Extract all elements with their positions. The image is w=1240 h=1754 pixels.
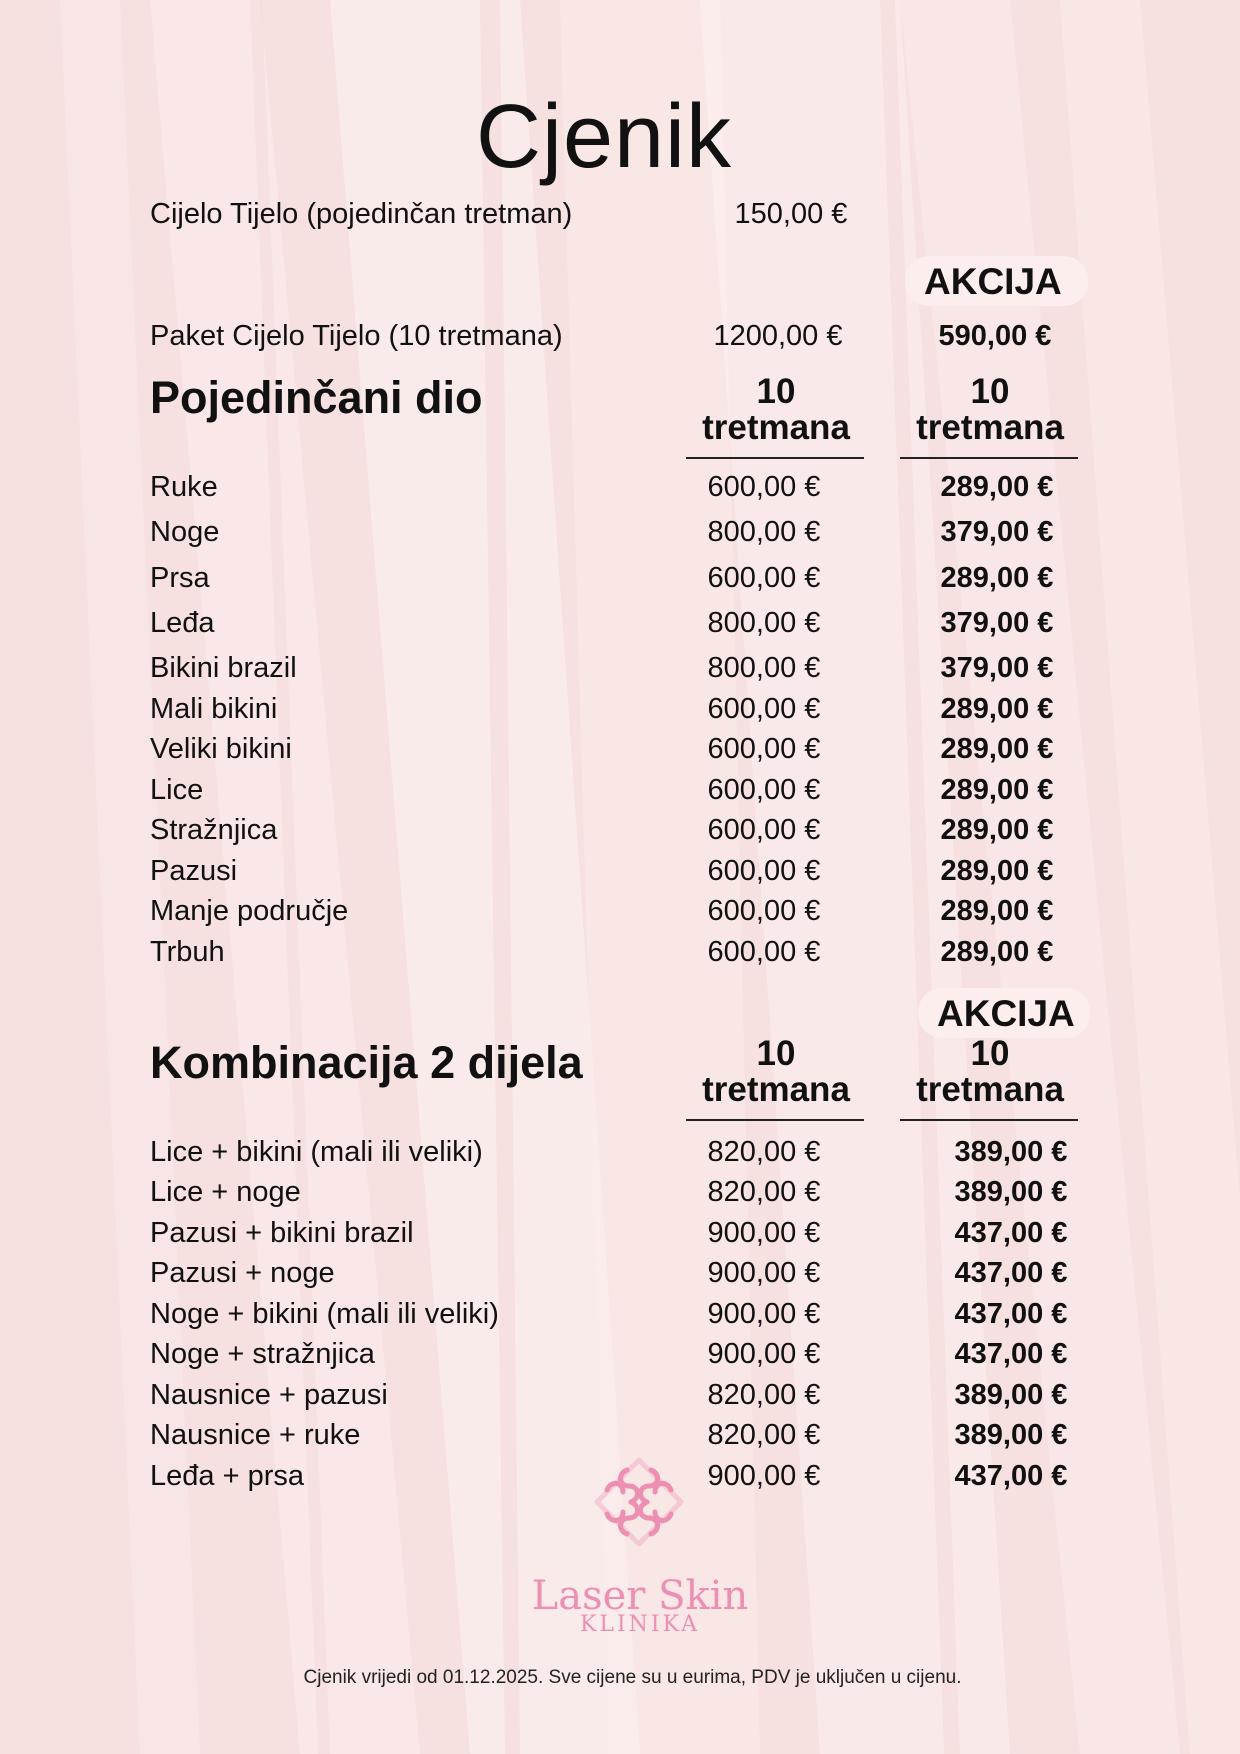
row-akcija-price: 437,00 € <box>954 1460 1068 1492</box>
row-price: 900,00 € <box>707 1298 821 1330</box>
row-label: Nausnice + ruke <box>150 1419 361 1451</box>
row-label: Lice <box>150 774 204 806</box>
package-full-body-price: 1200,00 € <box>713 320 843 352</box>
akcija-label: AKCIJA <box>937 993 1075 1034</box>
row-akcija-price: 379,00 € <box>940 607 1054 639</box>
row-label: Prsa <box>150 562 210 594</box>
row-price: 600,00 € <box>707 693 821 725</box>
column-header-akcija <box>900 1036 1080 1107</box>
row-akcija-price: 437,00 € <box>954 1257 1068 1289</box>
single-full-body-label: Cijelo Tijelo (pojedinčan tretman) <box>150 198 573 230</box>
column-underline <box>686 457 864 459</box>
column-header-word: tretmana <box>702 407 850 447</box>
section-title-combination: Kombinacija 2 dijela <box>150 1037 583 1088</box>
row-price: 820,00 € <box>707 1379 821 1411</box>
brand-subtitle: KLINIKA <box>579 1612 701 1637</box>
row-label: Manje područje <box>150 895 349 927</box>
column-header-count: 10 <box>756 1034 796 1073</box>
row-price: 900,00 € <box>707 1460 821 1492</box>
row-akcija-price: 289,00 € <box>940 562 1054 594</box>
row-label: Lice + noge <box>150 1176 301 1208</box>
row-akcija-price: 389,00 € <box>954 1379 1068 1411</box>
row-akcija-price: 437,00 € <box>954 1298 1068 1330</box>
row-price: 800,00 € <box>707 652 821 684</box>
row-label: Pazusi + bikini brazil <box>150 1217 414 1249</box>
row-price: 900,00 € <box>707 1257 821 1289</box>
row-label: Noge <box>150 516 220 548</box>
row-label: Pazusi <box>150 855 238 887</box>
row-akcija-price: 289,00 € <box>940 814 1054 846</box>
column-header-word: tretmana <box>702 1069 850 1109</box>
package-full-body-label: Paket Cijelo Tijelo (10 tretmana) <box>150 320 563 352</box>
row-akcija-price: 379,00 € <box>940 516 1054 548</box>
column-underline <box>900 457 1078 459</box>
row-price: 800,00 € <box>707 516 821 548</box>
row-akcija-price: 289,00 € <box>940 774 1054 806</box>
row-akcija-price: 437,00 € <box>954 1217 1068 1249</box>
row-price: 900,00 € <box>707 1217 821 1249</box>
row-akcija-price: 389,00 € <box>954 1136 1068 1168</box>
column-underline <box>900 1119 1078 1121</box>
row-price: 600,00 € <box>707 733 821 765</box>
row-akcija-price: 437,00 € <box>954 1338 1068 1370</box>
row-price: 800,00 € <box>707 607 821 639</box>
row-price: 820,00 € <box>707 1176 821 1208</box>
row-price: 600,00 € <box>707 471 821 503</box>
row-price: 600,00 € <box>707 936 821 968</box>
row-label: Leđa <box>150 607 215 639</box>
row-akcija-price: 389,00 € <box>954 1419 1068 1451</box>
column-underline <box>686 1119 864 1121</box>
column-header-word: tretmana <box>916 1069 1064 1109</box>
row-label: Nausnice + pazusi <box>150 1379 388 1411</box>
row-label: Trbuh <box>150 936 225 968</box>
single-full-body-price: 150,00 € <box>734 198 848 230</box>
row-label: Mali bikini <box>150 693 278 725</box>
package-full-body-akcija-price: 590,00 € <box>938 320 1052 352</box>
row-price: 600,00 € <box>707 895 821 927</box>
row-akcija-price: 289,00 € <box>940 733 1054 765</box>
column-header-count: 10 <box>756 372 796 411</box>
row-label: Noge + stražnjica <box>150 1338 375 1370</box>
row-label: Pazusi + noge <box>150 1257 335 1289</box>
row-akcija-price: 289,00 € <box>940 471 1054 503</box>
column-header-regular <box>686 374 866 445</box>
footer-note: Cjenik vrijedi od 01.12.2025. Sve cijene su u eurima, PDV je uključen u cijenu. <box>303 1667 962 1688</box>
row-label: Leđa + prsa <box>150 1460 304 1492</box>
row-akcija-price: 289,00 € <box>940 895 1054 927</box>
row-price: 600,00 € <box>707 814 821 846</box>
row-akcija-price: 289,00 € <box>940 936 1054 968</box>
row-price: 900,00 € <box>707 1338 821 1370</box>
row-label: Noge + bikini (mali ili veliki) <box>150 1298 499 1330</box>
row-akcija-price: 389,00 € <box>954 1176 1068 1208</box>
column-header-count: 10 <box>970 1034 1010 1073</box>
row-price: 600,00 € <box>707 562 821 594</box>
row-label: Veliki bikini <box>150 733 292 765</box>
column-header-regular <box>686 1036 866 1107</box>
column-header-word: tretmana <box>916 407 1064 447</box>
row-price: 600,00 € <box>707 774 821 806</box>
brand-name: Laser Skin <box>531 1573 749 1619</box>
akcija-label: AKCIJA <box>924 261 1062 302</box>
row-price: 820,00 € <box>707 1419 821 1451</box>
row-akcija-price: 379,00 € <box>940 652 1054 684</box>
row-akcija-price: 289,00 € <box>940 693 1054 725</box>
section-title-individual: Pojedinčani dio <box>150 372 483 423</box>
row-label: Bikini brazil <box>150 652 297 684</box>
row-price: 820,00 € <box>707 1136 821 1168</box>
row-label: Lice + bikini (mali ili veliki) <box>150 1136 483 1168</box>
row-price: 600,00 € <box>707 855 821 887</box>
column-header-count: 10 <box>970 372 1010 411</box>
row-akcija-price: 289,00 € <box>940 855 1054 887</box>
laser-skin-logo-icon <box>589 1452 689 1552</box>
row-label: Ruke <box>150 471 218 503</box>
column-header-akcija <box>900 374 1080 445</box>
row-label: Stražnjica <box>150 814 278 846</box>
page-title: Cjenik <box>475 87 733 187</box>
